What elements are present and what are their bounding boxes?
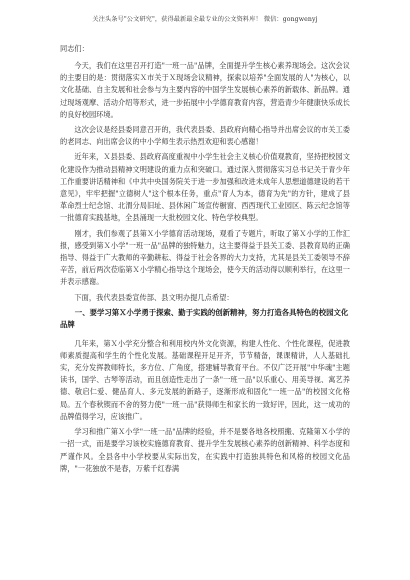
- paragraph-promotion: 学习和推广第Ｘ小学"一班一品"品牌的经验，并不是要各地各校照搬、克隆第Ｘ小学的一招一式，而是要学习该校实施德育教育、提升学生发展核心素养的创新精神、科学态度和严谨作风。全县各中小学校要从实际出发，在实践中打造独具特色和风格的校园文化品牌，"一花独放不是春，万紫千红春满: [60, 427, 350, 473]
- paragraph-thanks: 这次会议是经县委同意召开的，我代表县委、县政府向精心指导并出席会议的市关工委的老同志、向出席会议的中小学师生表示热烈欢迎和衷心感谢！: [60, 125, 350, 147]
- section-heading-1: 一、要学习第Ｘ小学勇于探索、勤于实践的创新精神，努力打造各具特色的校园文化品牌: [60, 307, 349, 330]
- salutation: 同志们：: [60, 44, 89, 53]
- header-note: 关注头条号"公文研究"，获得最新最全最专业的公文资料库！ 微信：gongwenyj: [92, 16, 318, 23]
- paragraph-visit: 刚才，我们参观了县第Ｘ小学德育活动现场，观看了专题片，听取了第Ｘ小学的工作汇报，感受到第Ｘ小学"一班一品"品牌的独特魅力，这主要得益于县关工委、县教育局的正确指导、得益于广大教师的辛勤耕耘、得益于社会各界的大力支持，尤其是县关工委领导不辞辛苦，前后两次莅临第Ｘ小学精心指导这个现场会，使今天的活动得以顺利举行，在这里一并表示感谢。: [60, 228, 350, 287]
- paragraph-background: 近年来，Ｘ县县委、县政府高度重视中小学生社会主义核心价值观教育，坚持把校园文化建设作为推动县精神文明建设的重力点和突破口。通过深入贯彻落实习总书记关于青少年工作重要讲话精神和《中共中央国务院关于进一步加强和改进未成年人思想道德建设的若干意见》，牢牢把握"立德树人"这个根本任务，重点"育人为本，德育为先"的方针，建成了县革命烈士纪念馆、北渭分局旧址、县休闲广场宣传橱窗、西西现代工业园区、陈云纪念馆等一批德育实践基地，全县涌现一大批校园文化、特色学校典型。: [60, 152, 350, 223]
- paragraph-opening: 今天，我们在这里召开打造"一班一品"品牌，全面提升学生核心素养现场会。这次会议的主要目的是：贯彻落实Ｘ市关于Ｘ现场会议精神，探索以培养"全面发展的人"为核心，以文化基础、自主发展和社会参与为主要内容的中国学生发展核心素养的新载体、新品牌。通过现场观摩、活动介绍等形式，进一步拓展中小学德育教育内容，营造青少年健康快乐成长的良好校园环境。: [60, 61, 350, 119]
- paragraph-school-practice: 几年来，第Ｘ小学充分整合和利用校内外文化资源，构建人性化、个性化课程，促进教师素质提高和学生的个性化发展。基础课程开足开齐，节节精备，课课精讲，人人基础扎实，充分发挥教师特长，多方位、广角度，搭建辅导教育平台。不仅广泛开展"中华魂"主题读书，国学、古琴等活动，而且创造性走出了一条"一班一品"以乐重心、用美导视、寓艺养德、敬启仁爱、健品育人、多元发展的新路子，逐渐形成和固化"一班一品"的校园文化格局。五个春秋锲而不舍的努力使"一班一品"获得师生和家长的一致好评，因此，这一成功的品牌值得学习，应该推广。: [60, 338, 350, 421]
- paragraph-hopes-intro: 下面，我代表县委宣传部、县文明办提几点希望：: [74, 292, 234, 302]
